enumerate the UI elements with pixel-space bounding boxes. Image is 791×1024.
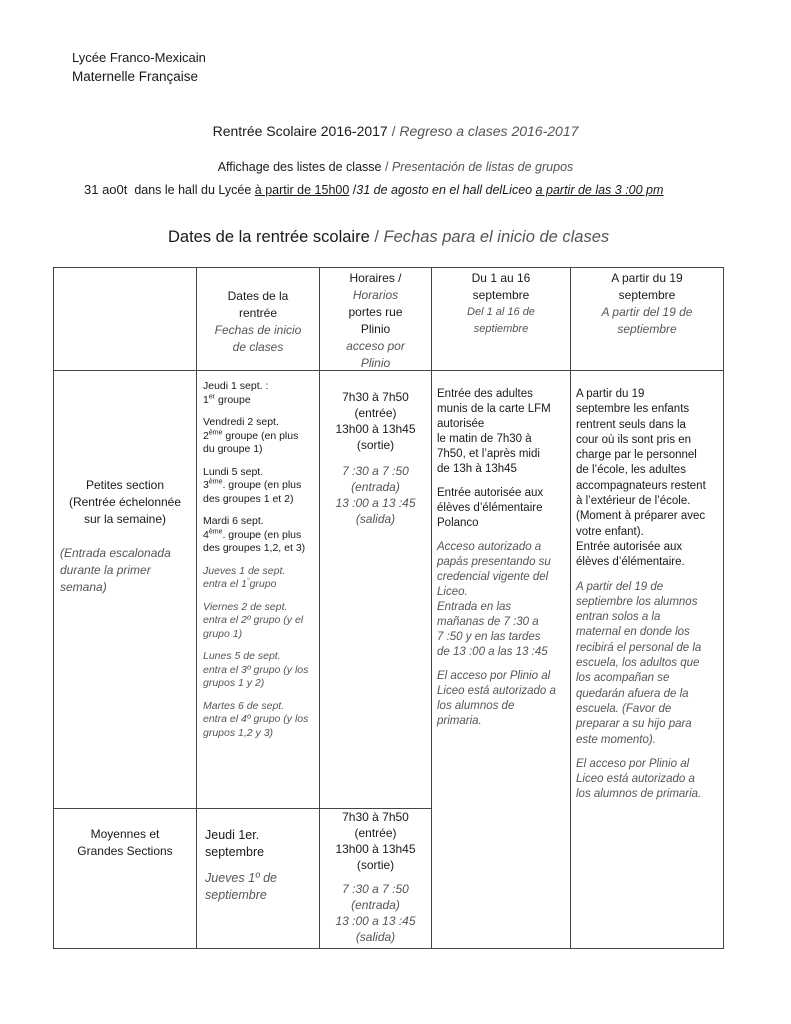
period1-es2-line: El acceso por Plinio al: [437, 670, 551, 682]
petites-es-date-4: Martes 6 de sept.: [203, 699, 285, 712]
period1-es-line: Acceso autorizado a: [437, 541, 542, 553]
period1-fr-line: Entrée des adultes: [437, 388, 533, 400]
date-es: 31 de agosto: [356, 183, 429, 197]
display-es: Presentación de listas de grupos: [391, 160, 574, 174]
header-dates-fr2: rentrée: [238, 306, 278, 320]
dates-heading-sep: /: [369, 228, 384, 246]
header-period1-fr1: Du 1 au 16: [471, 271, 531, 285]
period2-fr-line: élèves d’élémentaire.: [576, 556, 685, 569]
moyennes-h1: 7h30 à 7h50: [342, 810, 409, 824]
petites-section-label: [56, 477, 194, 528]
moyennes-date-es2: septiembre: [205, 888, 267, 902]
moyennes-h6: (entrada): [351, 898, 400, 912]
period2-es-line: A partir del 19 de: [576, 580, 664, 593]
school-name: Lycée Franco-Mexicain: [72, 50, 206, 65]
date-time-fr: à partir de 15h00: [254, 183, 350, 197]
petites-h4: (sortie): [356, 438, 395, 452]
period2-es-line: septiembre los alumnos: [576, 595, 698, 608]
moyennes-section-label: [56, 826, 194, 860]
date-hall-fr: dans le hall du Lycée: [134, 183, 255, 197]
period1-es-line: Entrada en las: [437, 601, 512, 613]
table-border-top: [53, 267, 724, 268]
header-period2-es2: septiembre: [617, 322, 677, 336]
period2-fr-line: A partir du 19: [576, 388, 645, 400]
period2-es2-line: los alumnos de primaria.: [576, 788, 702, 801]
period2-fr-line: Entrée autorisée aux: [576, 540, 683, 553]
header-period2-fr2: septembre: [618, 288, 676, 302]
header-dates-fr1: Dates de la: [227, 289, 289, 303]
header-period1: [432, 270, 570, 338]
petites-label-fr3: sur la semaine): [83, 512, 167, 526]
petites-es-date-2: Viernes 2 de sept.: [203, 600, 288, 613]
section-name: Maternelle Française: [72, 69, 199, 84]
title-fr: Rentrée Scolaire 2016-2017: [212, 123, 388, 139]
period2-es2-line: El acceso por Plinio al: [576, 757, 690, 770]
moyennes-horaires: [320, 809, 431, 945]
date-time-es: a partir de las 3 :00 pm: [535, 183, 664, 197]
moyennes-date-fr1: Jeudi 1er.: [205, 828, 260, 842]
period1-es-line: papás presentando su: [437, 556, 551, 568]
header-period2-fr1: A partir du 19: [611, 271, 683, 285]
dates-heading-fr: Dates de la rentrée scolaire: [168, 228, 370, 246]
header-period1-fr2: septembre: [472, 288, 530, 302]
petites-h7: 13 :00 a 13 :45: [335, 496, 416, 510]
petites-group-2: 2ème groupe (en plus: [203, 429, 299, 442]
header-period2: [571, 270, 723, 338]
period1-fr-line: autorisée: [437, 418, 485, 430]
period1-text: [437, 387, 569, 729]
date-sep: /: [349, 183, 357, 197]
date-fr: 31 ao0t: [84, 182, 128, 197]
date-hall-es: en el hall delLiceo: [428, 183, 536, 197]
period1-es-line: credencial vigente del: [437, 571, 549, 583]
petites-date-2: Vendredi 2 sept.: [203, 416, 279, 428]
period2-fr-line: cour où ils sont pris en: [576, 433, 692, 446]
header-period1-es2: septiembre: [473, 323, 529, 335]
petites-es-group-4: entra el 4º grupo (y los: [203, 713, 309, 725]
period2-fr-line: rentrent seuls dans la: [576, 418, 686, 431]
moyennes-date-es1: Jueves 1º de: [205, 871, 277, 885]
petites-group-4b: des groupes 1,2, et 3): [203, 542, 306, 554]
petites-group-4: 4ème. groupe (en plus: [203, 528, 302, 541]
moyennes-h7: 13 :00 a 13 :45: [335, 914, 416, 928]
header-period1-es1: Del 1 al 16 de: [467, 306, 535, 318]
header-horaires-es3: Plinio: [360, 356, 391, 370]
petites-es-date-3: Lunes 5 de sept.: [203, 650, 281, 662]
petites-h8: (salida): [355, 512, 396, 526]
title-es: Regreso a clases 2016-2017: [399, 123, 579, 139]
period2-es-line: este momento).: [576, 733, 656, 746]
header-horaires-es2: acceso por: [346, 339, 405, 353]
period2-es-line: maternal en donde los: [576, 626, 690, 639]
moyennes-date: [205, 827, 317, 904]
header-horaires-fr1: Horaires /: [349, 271, 402, 285]
petites-label-es2: durante la primer: [60, 563, 151, 577]
period1-es2-line: Liceo está autorizado a: [437, 685, 556, 697]
petites-group-1: 1er groupe: [203, 393, 251, 406]
header-horaires-fr2: portes rue: [348, 305, 403, 319]
header-dates-es2: de clases: [232, 340, 284, 354]
date-line: [84, 182, 663, 197]
petites-group-3b: des groupes 1 et 2): [203, 492, 294, 505]
petites-es-group-2: entra el 2º grupo (y el: [203, 614, 304, 626]
petites-h6: (entrada): [351, 480, 400, 494]
period1-es-line: de 13 :00 a las 13 :45: [437, 646, 548, 658]
petites-label-fr2: (Rentrée échelonnée: [68, 495, 182, 509]
header-horaires: [320, 270, 431, 372]
moyennes-h5: 7 :30 a 7 :50: [342, 882, 409, 896]
petites-date-4: Mardi 6 sept.: [203, 515, 264, 527]
petites-es-group-1: entra el 1°grupo: [203, 577, 277, 590]
header-period2-es1: A partir del 19 de: [601, 305, 693, 319]
header-dates: [197, 288, 319, 356]
period2-es-line: preparar a su hijo para: [576, 718, 692, 731]
period1-fr2-line: élèves d’élémentaire: [437, 502, 543, 514]
display-line: [0, 160, 791, 174]
header-dates-es1: Fechas de inicio: [214, 323, 302, 337]
petites-es-group-2b: grupo 1): [203, 627, 243, 640]
moyennes-h4: (sortie): [356, 858, 395, 872]
petites-es-group-3: entra el 3º grupo (y los: [203, 663, 309, 676]
table-border-bottom: [53, 948, 724, 949]
header-horaires-fr3: Plinio: [360, 322, 391, 336]
dates-heading: [168, 228, 609, 247]
petites-h5: 7 :30 a 7 :50: [342, 464, 409, 478]
page-title: [0, 123, 791, 139]
petites-section-label-es: [60, 545, 194, 596]
petites-date-1: Jeudi 1 sept. :: [203, 380, 269, 392]
period1-es-line: Liceo.: [437, 586, 468, 598]
display-fr: Affichage des listes de classe: [217, 160, 382, 174]
period2-fr-line: accompagnateurs restent: [576, 479, 706, 492]
period1-fr2-line: Entrée autorisée aux: [437, 487, 544, 499]
petites-label-fr1: Petites section: [85, 478, 165, 492]
period1-fr-line: de 13h à 13h45: [437, 463, 517, 475]
period2-fr-line: à l’extérieur de l’école.: [576, 495, 691, 508]
moyennes-h3: 13h00 à 13h45: [335, 842, 416, 856]
petites-h3: 13h00 à 13h45: [335, 422, 416, 436]
dates-heading-es: Fechas para el inicio de clases: [383, 228, 610, 246]
display-sep: /: [381, 160, 392, 174]
petites-h1: 7h30 à 7h50: [342, 390, 409, 404]
moyennes-label-1: Moyennes et: [90, 827, 160, 841]
period2-es-line: recibirá el personal de la: [576, 641, 702, 654]
period2-fr-line: (Moment à préparer avec: [576, 510, 706, 523]
petites-label-es1: (Entrada escalonada: [60, 546, 171, 560]
period1-es-line: 7 :50 y en las tardes: [437, 631, 541, 643]
petites-es-group-4b: grupos 1,2 y 3): [203, 726, 274, 739]
period2-es-line: escuela. (Favor de: [576, 702, 672, 715]
period2-es2-line: Liceo está autorizado a: [576, 773, 695, 786]
moyennes-h8: (salida): [355, 930, 396, 944]
period2-es-line: quedarán afuera de la: [576, 687, 689, 700]
period2-fr-line: charge par le personnel: [576, 449, 697, 462]
petites-horaires: [320, 389, 431, 527]
petites-label-es3: semana): [60, 580, 107, 594]
petites-es-group-3b: grupos 1 y 2): [203, 677, 265, 689]
header-horaires-es1: Horarios: [352, 288, 399, 302]
period2-fr-line: septembre les enfants: [576, 403, 690, 416]
petites-dates: [203, 380, 317, 740]
period1-es2-line: los alumnos de: [437, 700, 515, 712]
petites-h2: (entrée): [354, 406, 397, 420]
period1-fr2-line: Polanco: [437, 517, 479, 529]
petites-group-3: 3ème. groupe (en plus: [203, 478, 302, 491]
period1-fr-line: 7h50, et l’après midi: [437, 448, 540, 460]
petites-date-3: Lundi 5 sept.: [203, 465, 264, 478]
period1-fr-line: munis de la carte LFM: [437, 403, 551, 415]
petites-es-date-1: Jueves 1 de sept.: [203, 564, 286, 577]
moyennes-label-2: Grandes Sections: [77, 844, 173, 858]
period2-es-line: los acompañan se: [576, 672, 670, 685]
period2-es-line: entran solos a la: [576, 611, 661, 624]
period1-es2-line: primaria.: [437, 715, 482, 727]
moyennes-date-fr2: septembre: [205, 845, 265, 859]
period2-text: [576, 387, 722, 803]
period1-es-line: mañanas de 7 :30 a: [437, 616, 539, 628]
moyennes-h2: (entrée): [354, 826, 397, 840]
petites-group-2b: du groupe 1): [203, 443, 263, 455]
period2-fr-line: de l’école, les adultes: [576, 464, 686, 477]
period1-fr-line: le matin de 7h30 à: [437, 433, 532, 445]
period2-fr-line: votre enfant).: [576, 525, 644, 538]
title-sep: /: [387, 123, 400, 139]
period2-es-line: escuela, los adultos que: [576, 657, 700, 670]
